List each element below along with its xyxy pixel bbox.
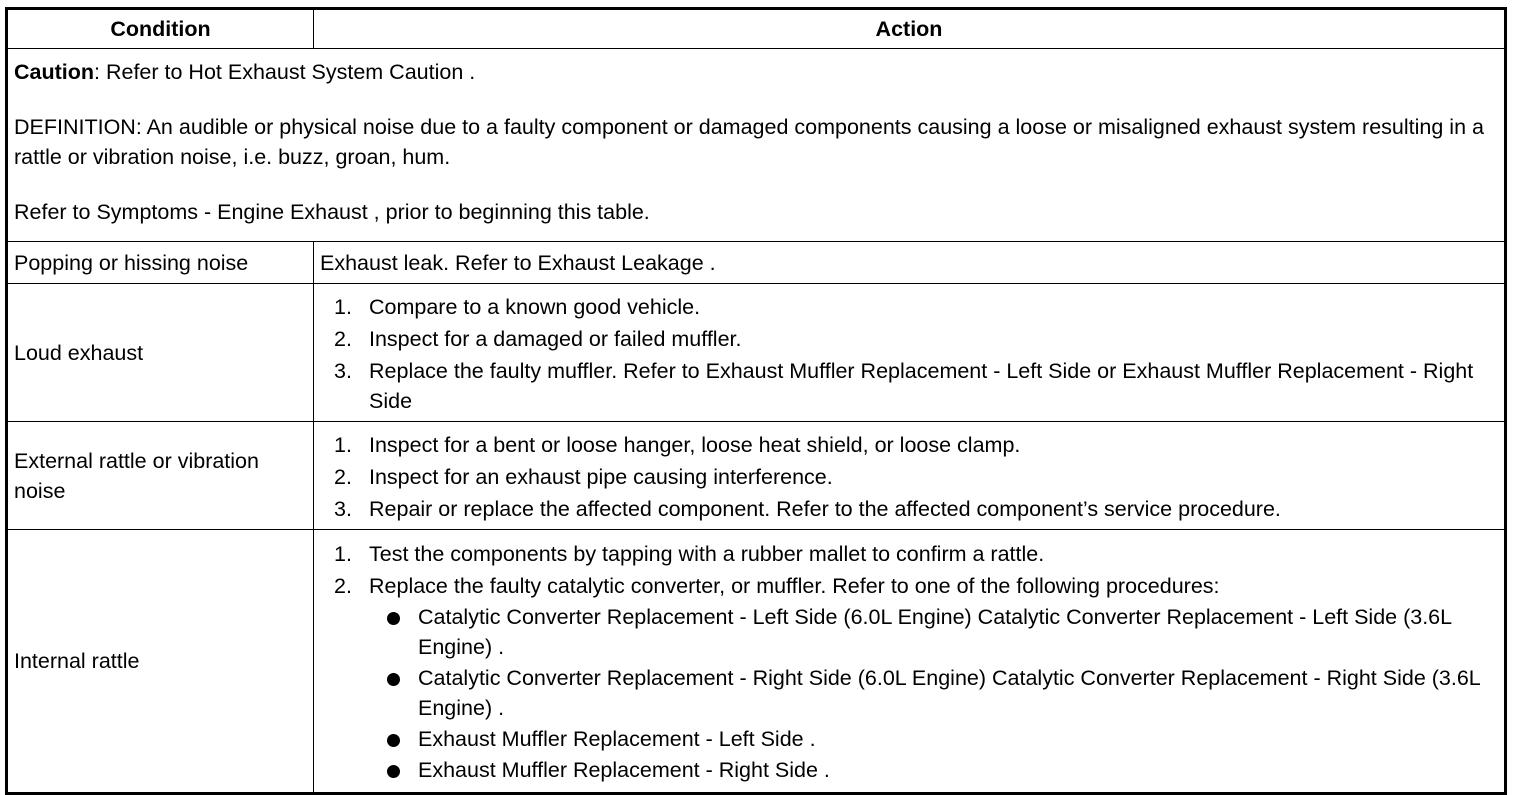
action-cell — [314, 422, 1506, 530]
condition-cell: Internal rattle — [7, 530, 314, 794]
step-item — [320, 462, 1498, 492]
step-number: 1. — [334, 542, 352, 566]
procedure-list — [369, 602, 1498, 785]
procedure-item — [369, 663, 1498, 723]
step-text: Repair or replace the affected component. Refer to the affected component’s service procedure. — [369, 496, 1281, 521]
step-item — [320, 292, 1498, 322]
caution-label: Caution — [14, 60, 95, 84]
step-item — [320, 571, 1498, 785]
intro-row — [7, 49, 1506, 242]
step-text: Test the components by tapping with a rubber mallet to confirm a rattle. — [369, 542, 1045, 566]
table-row — [7, 284, 1506, 422]
bullet-icon — [387, 765, 400, 778]
bullet-icon — [387, 673, 400, 686]
action-cell — [314, 530, 1506, 794]
step-list — [320, 430, 1498, 524]
bullet-icon — [387, 734, 400, 747]
step-number: 3. — [334, 358, 352, 383]
header-row — [7, 9, 1506, 49]
procedure-text: Exhaust Muffler Replacement - Right Side . — [418, 758, 830, 782]
table-row — [7, 242, 1506, 284]
condition-cell: External rattle or vibration noise — [7, 422, 314, 530]
procedure-text: Catalytic Converter Replacement - Right Side (6.0L Engine) Catalytic Converter Replacement - Right Side (3.6L Engine) . — [418, 666, 1480, 720]
condition-cell: Popping or hissing noise — [7, 242, 314, 284]
caution-note — [14, 57, 1498, 87]
step-number: 1. — [334, 432, 352, 457]
intro-cell — [7, 49, 1506, 242]
caution-text: : Refer to Hot Exhaust System Caution . — [94, 60, 476, 84]
step-number: 2. — [334, 464, 352, 489]
step-text: Compare to a known good vehicle. — [369, 294, 701, 319]
step-number: 3. — [334, 496, 352, 521]
step-text: Replace the faulty catalytic converter, or muffler. Refer to one of the following procedures: — [369, 574, 1220, 598]
step-number: 2. — [334, 574, 352, 598]
action-cell: Exhaust leak. Refer to Exhaust Leakage . — [314, 242, 1506, 284]
procedure-item — [369, 755, 1498, 785]
step-list — [320, 539, 1498, 785]
table-row — [7, 422, 1506, 530]
refer-text: Refer to Symptoms - Engine Exhaust , prior to beginning this table. — [14, 200, 650, 224]
step-item — [320, 494, 1498, 524]
action-header: Action — [314, 9, 1506, 49]
step-text: Replace the faulty muffler. Refer to Exhaust Muffler Replacement - Left Side or Exhaust Muffler Replacement - Right Side — [369, 358, 1474, 413]
diagnostic-table — [5, 7, 1507, 795]
procedure-item — [369, 602, 1498, 662]
procedure-text: Exhaust Muffler Replacement - Left Side . — [418, 727, 816, 751]
step-text: Inspect for a bent or loose hanger, loose heat shield, or loose clamp. — [369, 432, 1021, 457]
step-text: Inspect for a damaged or failed muffler. — [369, 326, 742, 351]
step-number: 1. — [334, 294, 352, 319]
procedure-text: Catalytic Converter Replacement - Left Side (6.0L Engine) Catalytic Converter Replacement - Left Side (3.6L Engine) . — [418, 605, 1452, 659]
condition-cell: Loud exhaust — [7, 284, 314, 422]
definition-text: DEFINITION: An audible or physical noise due to a faulty component or damaged components causing a loose or misaligned exhaust system resulting in a rattle or vibration noise, i.e. buzz, groan, hum. — [14, 115, 1484, 169]
step-item — [320, 430, 1498, 460]
action-cell — [314, 284, 1506, 422]
table-row — [7, 530, 1506, 794]
bullet-icon — [387, 612, 400, 625]
step-item — [320, 356, 1498, 416]
step-item — [320, 539, 1498, 569]
procedure-item — [369, 724, 1498, 754]
step-text: Inspect for an exhaust pipe causing interference. — [369, 464, 833, 489]
step-item — [320, 324, 1498, 354]
condition-header: Condition — [7, 9, 314, 49]
step-list — [320, 292, 1498, 416]
step-number: 2. — [334, 326, 352, 351]
